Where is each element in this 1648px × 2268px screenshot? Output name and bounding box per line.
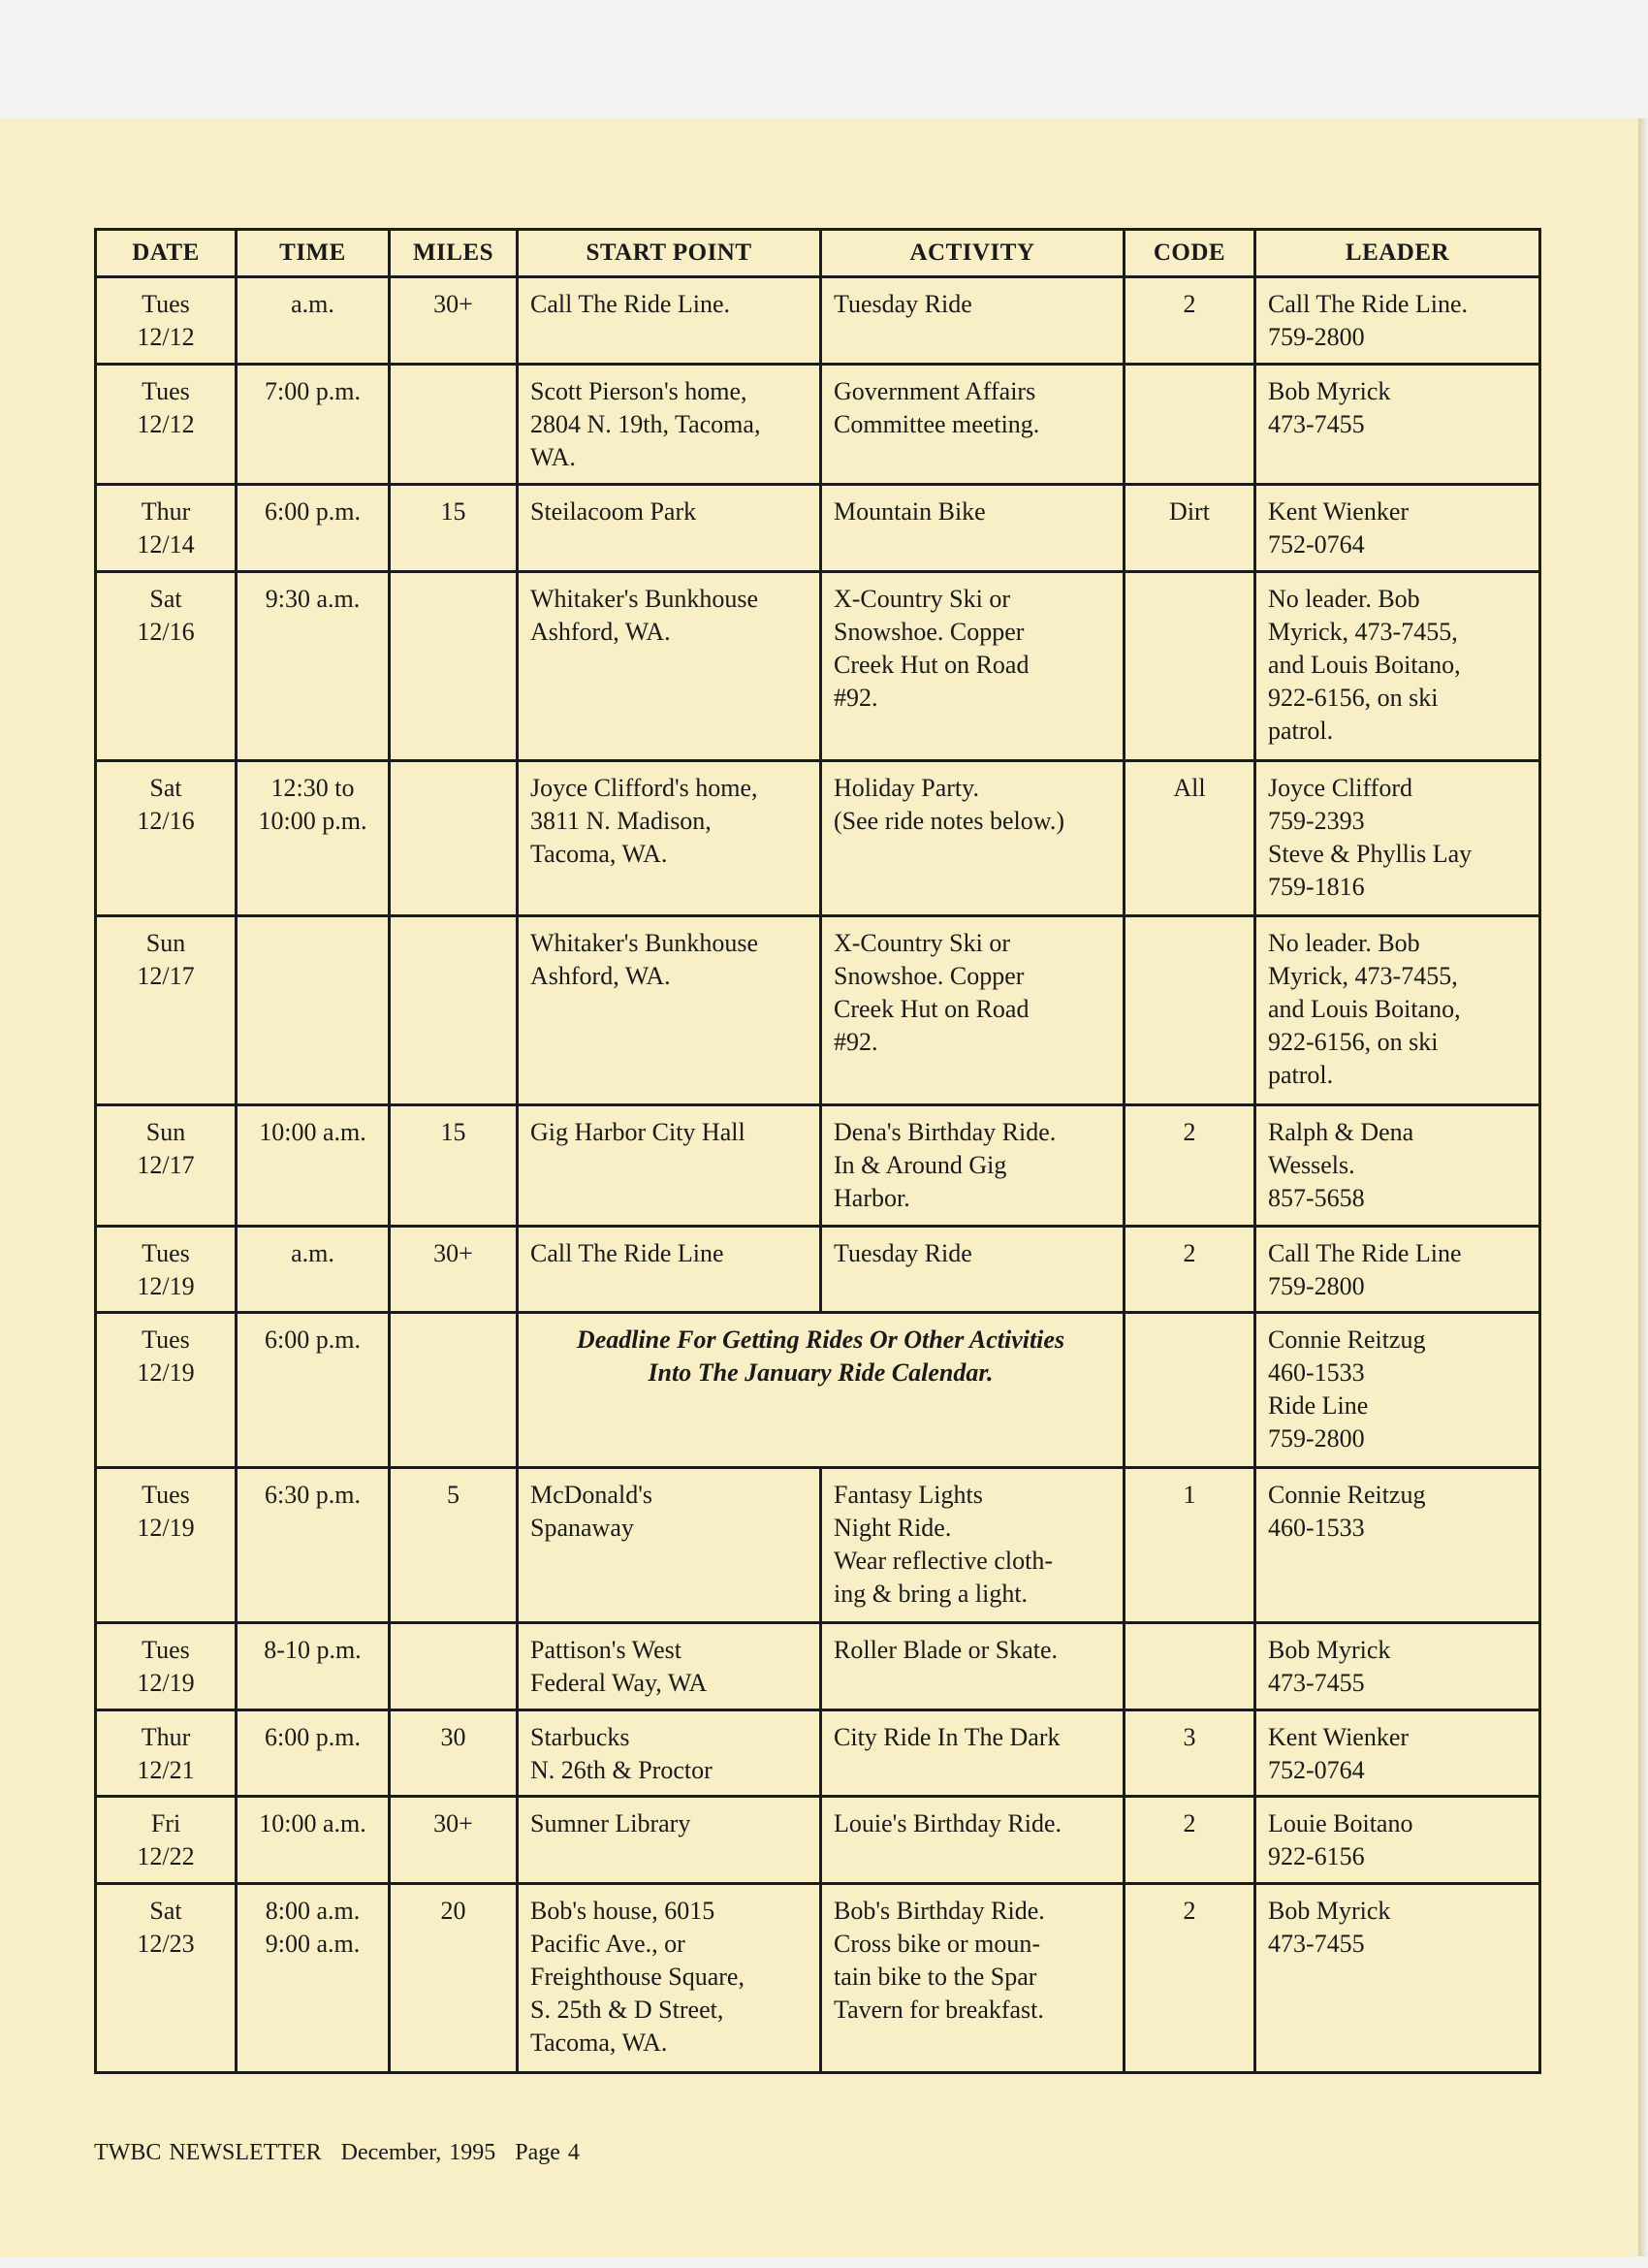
cell-line: Sumner Library [530, 1809, 691, 1838]
cell-code: 2 [1125, 1104, 1255, 1226]
cell-date [96, 1313, 237, 1468]
cell-line: 473-7455 [1268, 1930, 1365, 1959]
cell-line: 3811 N. Madison, [530, 807, 712, 836]
cell-date [96, 277, 237, 365]
cell-line: 12/19 [137, 1358, 195, 1388]
cell-line: 12/17 [137, 1150, 195, 1179]
header-activity: ACTIVITY [821, 230, 1125, 277]
cell-line: Bob Myrick [1268, 376, 1391, 405]
cell-code [1125, 364, 1255, 485]
cell-line: Steve & Phyllis Lay [1268, 840, 1473, 869]
cell-line: Call The Ride Line. [1268, 290, 1469, 318]
cell-line: Thur [141, 1722, 191, 1751]
cell-line: 12/12 [137, 323, 195, 351]
page-edge [1638, 118, 1648, 2256]
cell-line: Bob's house, 6015 [530, 1897, 715, 1926]
header-code: CODE [1125, 230, 1255, 277]
cell-line: 759-1816 [1268, 873, 1365, 902]
cell-line: and Louis Boitano, [1268, 994, 1461, 1023]
cell-date [96, 1884, 237, 2073]
cell-line: 752-0764 [1268, 530, 1365, 559]
cell-line: Steilacoom Park [530, 497, 697, 527]
cell-line: 922-6156, on ski [1268, 684, 1439, 713]
cell-line: tain bike to the Spar [834, 1963, 1037, 1992]
cell-line: 922-6156, on ski [1268, 1027, 1439, 1056]
cell-line: Sat [149, 1897, 182, 1926]
cell-miles: 30+ [390, 277, 518, 365]
cell-time [237, 915, 390, 1104]
cell-line: Thur [141, 497, 191, 527]
cell-line: WA. [530, 442, 576, 471]
cell-line: Bob Myrick [1268, 1897, 1391, 1926]
cell-line: 460-1533 [1268, 1514, 1365, 1543]
cell-line: Ride Line [1268, 1391, 1369, 1421]
cell-line: Sun [145, 928, 186, 957]
cell-miles [390, 915, 518, 1104]
cell-date [96, 1226, 237, 1313]
cell-date [96, 364, 237, 485]
cell-line: Fantasy Lights [834, 1481, 983, 1510]
cell-line: Creek Hut on Road [834, 651, 1030, 680]
footer-publication: TWBC NEWSLETTER [94, 2140, 322, 2165]
table-row [96, 485, 1540, 572]
ride-calendar-table [94, 228, 1541, 2074]
table-row [96, 1104, 1540, 1226]
cell-line: ing & bring a light. [834, 1580, 1029, 1609]
cell-leader [1255, 277, 1540, 365]
table-row [96, 277, 1540, 365]
cell-line: City Ride In The Dark [834, 1722, 1061, 1751]
cell-line: Creek Hut on Road [834, 994, 1030, 1023]
cell-line: Sat [149, 774, 182, 803]
cell-start-point [518, 1104, 821, 1226]
cell-code [1125, 1622, 1255, 1709]
cell-activity [821, 1468, 1125, 1623]
cell-line: 12/16 [137, 618, 195, 647]
cell-time [237, 364, 390, 485]
cell-line: Fri [150, 1809, 181, 1838]
cell-line: Holiday Party. [834, 774, 979, 803]
cell-line: Cross bike or moun- [834, 1930, 1041, 1959]
cell-line: Wear reflective cloth- [834, 1547, 1053, 1576]
cell-leader [1255, 1313, 1540, 1468]
cell-line: Tues [142, 1635, 190, 1664]
cell-date [96, 761, 237, 916]
cell-line: (See ride notes below.) [834, 807, 1065, 836]
cell-line: Tacoma, WA. [530, 840, 668, 869]
cell-activity [821, 1797, 1125, 1884]
cell-line: a.m. [291, 1238, 334, 1267]
cell-code: 2 [1125, 1797, 1255, 1884]
cell-activity [821, 761, 1125, 916]
cell-time [237, 1709, 390, 1797]
cell-line: Connie Reitzug [1268, 1326, 1426, 1355]
cell-time [237, 485, 390, 572]
cell-line: Joyce Clifford's home, [530, 774, 758, 803]
cell-time [237, 1226, 390, 1313]
cell-line: McDonald's [530, 1481, 653, 1510]
cell-leader [1255, 1226, 1540, 1313]
cell-line: N. 26th & Proctor [530, 1755, 713, 1784]
table-row [96, 1709, 1540, 1797]
cell-start-point [518, 1884, 821, 2073]
cell-line: patrol. [1268, 717, 1334, 746]
cell-line: 8-10 p.m. [264, 1635, 362, 1664]
cell-line: Night Ride. [834, 1514, 952, 1543]
header-miles: MILES [390, 230, 518, 277]
cell-code: All [1125, 761, 1255, 916]
cell-line: 12/19 [137, 1271, 195, 1300]
cell-leader [1255, 1884, 1540, 2073]
cell-line: a.m. [291, 290, 334, 318]
cell-line: 6:00 p.m. [265, 1722, 361, 1751]
header-leader: LEADER [1255, 230, 1540, 277]
cell-activity [821, 1226, 1125, 1313]
cell-leader [1255, 1622, 1540, 1709]
cell-line: 473-7455 [1268, 409, 1365, 438]
cell-line: 9:30 a.m. [265, 585, 361, 614]
cell-miles: 30 [390, 1709, 518, 1797]
cell-leader [1255, 1468, 1540, 1623]
cell-line: Tues [142, 1481, 190, 1510]
cell-line: Gig Harbor City Hall [530, 1117, 745, 1146]
cell-line: 857-5658 [1268, 1183, 1365, 1212]
cell-start-point [518, 1709, 821, 1797]
cell-start-point [518, 761, 821, 916]
cell-line: Tues [142, 1238, 190, 1267]
cell-line: Deadline For Getting Rides Or Other Activities [576, 1326, 1065, 1355]
header-date: DATE [96, 230, 237, 277]
cell-line: 12:30 to [270, 774, 355, 803]
cell-code [1125, 572, 1255, 761]
table-row [96, 1622, 1540, 1709]
cell-activity [821, 915, 1125, 1104]
cell-line: 6:00 p.m. [265, 1326, 361, 1355]
cell-line: Kent Wienker [1268, 497, 1410, 527]
cell-line: Louie Boitano [1268, 1809, 1413, 1838]
cell-activity [821, 572, 1125, 761]
cell-miles [390, 761, 518, 916]
cell-line: Pacific Ave., or [530, 1930, 685, 1959]
cell-line: 759-2800 [1268, 1424, 1365, 1453]
cell-leader [1255, 761, 1540, 916]
cell-line: 10:00 a.m. [259, 1809, 366, 1838]
cell-line: Tues [142, 376, 190, 405]
cell-line: Mountain Bike [834, 497, 986, 527]
cell-activity [821, 364, 1125, 485]
cell-line: 460-1533 [1268, 1358, 1365, 1388]
cell-line: No leader. Bob [1268, 585, 1420, 614]
cell-line: Ralph & Dena [1268, 1117, 1414, 1146]
cell-line: Sat [149, 585, 182, 614]
cell-line: Committee meeting. [834, 409, 1040, 438]
cell-code [1125, 1313, 1255, 1468]
table-body [96, 277, 1540, 2073]
cell-line: 9:00 a.m. [265, 1930, 361, 1959]
cell-activity [821, 1622, 1125, 1709]
cell-line: 2804 N. 19th, Tacoma, [530, 409, 761, 438]
cell-line: 12/17 [137, 961, 195, 990]
cell-date [96, 1468, 237, 1623]
cell-time [237, 1104, 390, 1226]
footer-page: Page 4 [515, 2140, 580, 2165]
cell-date [96, 1622, 237, 1709]
cell-line: Ashford, WA. [530, 961, 671, 990]
cell-line: Whitaker's Bunkhouse [530, 928, 759, 957]
cell-line: Tuesday Ride [834, 290, 972, 318]
cell-line: Call The Ride Line [530, 1238, 724, 1267]
cell-line: Whitaker's Bunkhouse [530, 585, 759, 614]
cell-line: Into The January Ride Calendar. [648, 1358, 994, 1388]
cell-line: Sun [145, 1117, 186, 1146]
cell-leader [1255, 915, 1540, 1104]
cell-time [237, 572, 390, 761]
cell-activity [821, 1709, 1125, 1797]
cell-line: patrol. [1268, 1060, 1334, 1089]
cell-line: In & Around Gig [834, 1150, 1007, 1179]
cell-line: Spanaway [530, 1514, 634, 1543]
header-start-point: START POINT [518, 230, 821, 277]
cell-line: Roller Blade or Skate. [834, 1635, 1059, 1664]
cell-time [237, 761, 390, 916]
cell-line: 7:00 p.m. [265, 376, 361, 405]
cell-leader [1255, 1797, 1540, 1884]
cell-line: X-Country Ski or [834, 585, 1010, 614]
cell-line: Call The Ride Line. [530, 290, 731, 318]
cell-start-point [518, 1622, 821, 1709]
cell-line: 12/21 [137, 1755, 195, 1784]
cell-line: Freighthouse Square, [530, 1963, 745, 1992]
cell-line: #92. [834, 1027, 878, 1056]
cell-line: and Louis Boitano, [1268, 651, 1461, 680]
table-row [96, 364, 1540, 485]
cell-date [96, 485, 237, 572]
cell-line: 12/22 [137, 1842, 195, 1871]
cell-miles [390, 364, 518, 485]
cell-line: Tues [142, 1326, 190, 1355]
cell-line: Joyce Clifford [1268, 774, 1412, 803]
cell-leader [1255, 364, 1540, 485]
cell-line: 10:00 p.m. [258, 807, 367, 836]
cell-line: Snowshoe. Copper [834, 618, 1025, 647]
cell-miles: 30+ [390, 1226, 518, 1313]
cell-date [96, 1709, 237, 1797]
cell-code: 1 [1125, 1468, 1255, 1623]
table-row [96, 915, 1540, 1104]
cell-deadline-note [518, 1313, 1125, 1468]
cell-line: 12/12 [137, 409, 195, 438]
cell-start-point [518, 1797, 821, 1884]
cell-leader [1255, 1709, 1540, 1797]
cell-line: 752-0764 [1268, 1755, 1365, 1784]
cell-activity [821, 1104, 1125, 1226]
cell-start-point [518, 1468, 821, 1623]
cell-line: S. 25th & D Street, [530, 1996, 724, 2025]
cell-time [237, 1797, 390, 1884]
cell-start-point [518, 364, 821, 485]
cell-time [237, 277, 390, 365]
cell-line: Bob Myrick [1268, 1635, 1391, 1664]
cell-leader [1255, 485, 1540, 572]
cell-line: Myrick, 473-7455, [1268, 961, 1458, 990]
cell-line: Snowshoe. Copper [834, 961, 1025, 990]
cell-line: 12/14 [137, 530, 195, 559]
cell-line: Tavern for breakfast. [834, 1996, 1044, 2025]
cell-line: Kent Wienker [1268, 1722, 1410, 1751]
cell-line: 12/16 [137, 807, 195, 836]
cell-line: 6:00 p.m. [265, 497, 361, 527]
cell-leader [1255, 572, 1540, 761]
cell-line: Dena's Birthday Ride. [834, 1117, 1057, 1146]
header-time: TIME [237, 230, 390, 277]
cell-line: 759-2800 [1268, 1271, 1365, 1300]
cell-line: 12/19 [137, 1668, 195, 1697]
cell-miles: 30+ [390, 1797, 518, 1884]
cell-line: 12/23 [137, 1930, 195, 1959]
cell-line: 6:30 p.m. [265, 1481, 361, 1510]
cell-line: Government Affairs [834, 376, 1036, 405]
cell-line: 12/19 [137, 1514, 195, 1543]
cell-miles [390, 572, 518, 761]
table-row [96, 1226, 1540, 1313]
cell-line: Tacoma, WA. [530, 2028, 668, 2058]
cell-line: No leader. Bob [1268, 928, 1420, 957]
cell-line: Bob's Birthday Ride. [834, 1897, 1045, 1926]
cell-activity [821, 277, 1125, 365]
cell-line: Federal Way, WA [530, 1668, 708, 1697]
cell-line: 10:00 a.m. [259, 1117, 366, 1146]
cell-code: 2 [1125, 1226, 1255, 1313]
cell-start-point [518, 915, 821, 1104]
cell-line: #92. [834, 684, 878, 713]
table-row [96, 1313, 1540, 1468]
cell-miles: 15 [390, 1104, 518, 1226]
cell-line: Scott Pierson's home, [530, 376, 747, 405]
cell-code: 2 [1125, 1884, 1255, 2073]
cell-start-point [518, 485, 821, 572]
cell-miles: 20 [390, 1884, 518, 2073]
footer-date: December, 1995 [340, 2140, 496, 2165]
cell-code [1125, 915, 1255, 1104]
cell-line: X-Country Ski or [834, 928, 1010, 957]
cell-start-point [518, 572, 821, 761]
cell-line: Starbucks [530, 1722, 630, 1751]
cell-code: 2 [1125, 277, 1255, 365]
cell-line: 473-7455 [1268, 1668, 1365, 1697]
cell-time [237, 1622, 390, 1709]
cell-line: Harbor. [834, 1183, 910, 1212]
cell-activity [821, 485, 1125, 572]
page-footer [94, 2140, 591, 2166]
cell-miles [390, 1313, 518, 1468]
cell-line: Ashford, WA. [530, 618, 671, 647]
cell-start-point [518, 277, 821, 365]
table-header [96, 230, 1540, 277]
table-row [96, 761, 1540, 916]
table-row [96, 1797, 1540, 1884]
cell-line: 8:00 a.m. [265, 1897, 361, 1926]
cell-leader [1255, 1104, 1540, 1226]
cell-activity [821, 1884, 1125, 2073]
cell-line: 922-6156 [1268, 1842, 1365, 1871]
cell-line: 759-2393 [1268, 807, 1365, 836]
cell-line: Myrick, 473-7455, [1268, 618, 1458, 647]
cell-date [96, 572, 237, 761]
cell-date [96, 915, 237, 1104]
cell-line: Call The Ride Line [1268, 1238, 1462, 1267]
cell-miles: 15 [390, 485, 518, 572]
cell-date [96, 1104, 237, 1226]
table-row [96, 1468, 1540, 1623]
cell-line: Pattison's West [530, 1635, 681, 1664]
cell-line: Connie Reitzug [1268, 1481, 1426, 1510]
table-row [96, 1884, 1540, 2073]
cell-time [237, 1313, 390, 1468]
cell-time [237, 1468, 390, 1623]
cell-time [237, 1884, 390, 2073]
cell-start-point [518, 1226, 821, 1313]
cell-line: 759-2800 [1268, 323, 1365, 351]
cell-line: Tues [142, 290, 190, 318]
cell-line: Louie's Birthday Ride. [834, 1809, 1062, 1838]
cell-code: Dirt [1125, 485, 1255, 572]
cell-line: Tuesday Ride [834, 1238, 972, 1267]
cell-miles: 5 [390, 1468, 518, 1623]
cell-date [96, 1797, 237, 1884]
cell-miles [390, 1622, 518, 1709]
cell-line: Wessels. [1268, 1150, 1355, 1179]
table-row [96, 572, 1540, 761]
cell-code: 3 [1125, 1709, 1255, 1797]
